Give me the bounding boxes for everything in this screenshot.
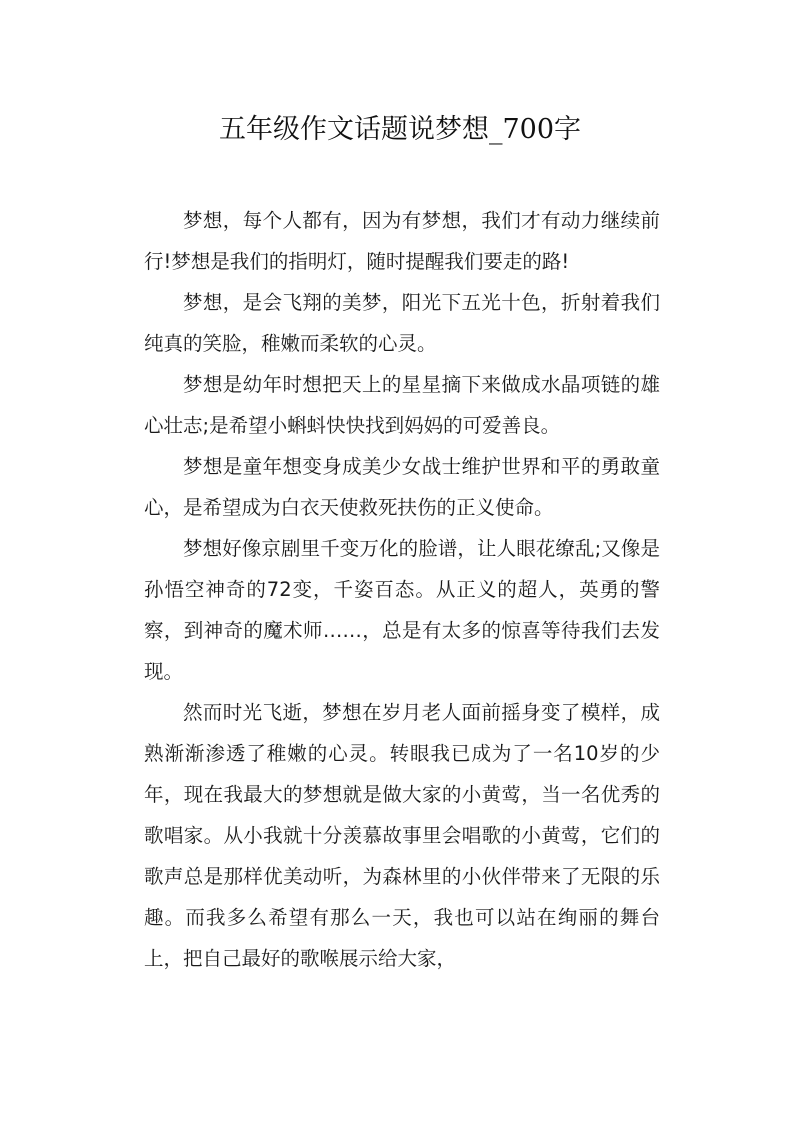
paragraph: 梦想好像京剧里千变万化的脸谱，让人眼花缭乱;又像是孙悟空神奇的72变，千姿百态。从正义的超人，英勇的警察，到神奇的魔术师……，总是有太多的惊喜等待我们去发现。 — [144, 537, 660, 683]
document-body — [144, 200, 660, 979]
document-title: 五年级作文话题说梦想_700字 — [218, 114, 582, 145]
paragraph: 梦想是幼年时想把天上的星星摘下来做成水晶项链的雄心壮志;是希望小蝌蚪快快找到妈妈的可爱善良。 — [144, 373, 660, 437]
paragraph: 梦想，是会飞翔的美梦，阳光下五光十色，折射着我们纯真的笑脸，稚嫩而柔软的心灵。 — [144, 291, 660, 355]
paragraph: 梦想，每个人都有，因为有梦想，我们才有动力继续前行!梦想是我们的指明灯，随时提醒我们要走的路! — [144, 209, 660, 273]
paragraph: 梦想是童年想变身成美少女战士维护世界和平的勇敢童心，是希望成为白衣天使救死扶伤的正义使命。 — [144, 455, 660, 519]
paragraph: 然而时光飞逝，梦想在岁月老人面前摇身变了模样，成熟渐渐渗透了稚嫩的心灵。转眼我已成为了一名10岁的少年，现在我最大的梦想就是做大家的小黄莺，当一名优秀的歌唱家。从小我就十分羡慕故事里会唱歌的小黄莺，它们的歌声总是那样优美动听，为森林里的小伙伴带来了无限的乐趣。而我多么希望有那么一天，我也可以站在绚丽的舞台上，把自己最好的歌喉展示给大家， — [144, 701, 660, 970]
